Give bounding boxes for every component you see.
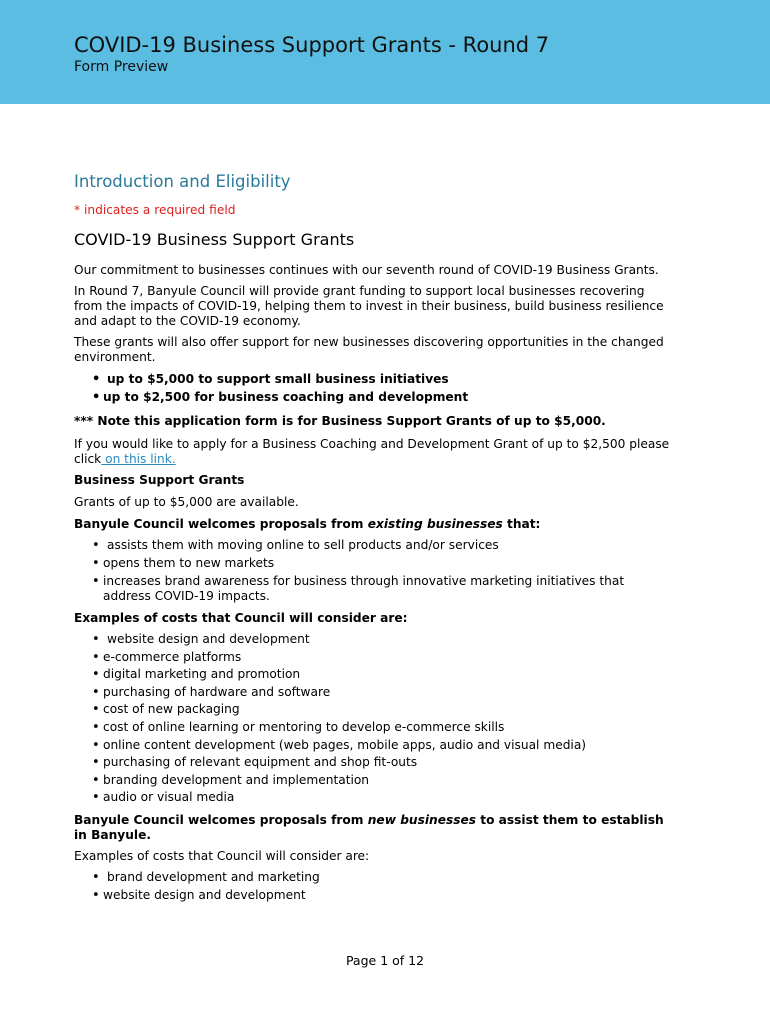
existing-businesses-list: [92, 537, 674, 604]
existing-heading-pre: Banyule Council welcomes proposals from: [74, 517, 368, 531]
list-item: • website design and development: [92, 631, 674, 649]
form-title: COVID-19 Business Support Grants - Round 7: [74, 33, 550, 57]
list-item: • up to $2,500 for business coaching and development: [92, 389, 674, 407]
list-item: • purchasing of relevant equipment and shop fit-outs: [92, 754, 674, 772]
existing-businesses-heading: [74, 517, 674, 532]
new-heading-pre: Banyule Council welcomes proposals from: [74, 812, 368, 827]
list-item: • purchasing of hardware and software: [92, 684, 674, 702]
list-item: • cost of online learning or mentoring to develop e-commerce skills: [92, 719, 674, 737]
grant-amount-list: [92, 371, 674, 406]
header-banner: [0, 0, 770, 104]
required-field-note: * indicates a required field: [74, 203, 236, 217]
page-number: Page 1 of 12: [345, 953, 425, 968]
bsg-heading: Business Support Grants: [74, 473, 245, 487]
new-heading-em: new businesses: [367, 812, 476, 827]
list-item: • up to $5,000 to support small business initiatives: [92, 371, 674, 389]
existing-heading-post: that:: [502, 517, 541, 531]
examples-list: [92, 631, 674, 807]
list-item: • branding development and implementation: [92, 772, 674, 790]
list-item: • audio or visual media: [92, 789, 674, 807]
list-item: • opens them to new markets: [92, 555, 674, 573]
coaching-grant-paragraph: [74, 437, 674, 467]
new-businesses-heading: [74, 813, 674, 843]
section-title: Introduction and Eligibility: [74, 172, 291, 191]
existing-heading-em: existing businesses: [367, 517, 503, 531]
paragraph-new-businesses: These grants will also offer support for new businesses discovering opportunities in the changed environment.: [74, 335, 664, 364]
list-item: • assists them with moving online to sell products and/or services: [92, 537, 674, 555]
list-item: • digital marketing and promotion: [92, 666, 674, 684]
paragraph-round7: In Round 7, Banyule Council will provide grant funding to support local businesses recovering from the impacts of COVID-19, helping them to invest in their business, build business resilience and adapt to the COVID-19 economy.: [74, 284, 664, 328]
form-subtitle: Form Preview: [74, 59, 169, 75]
examples-heading: Examples of costs that Council will consider are:: [74, 611, 408, 625]
bsg-available: Grants of up to $5,000 are available.: [74, 495, 299, 509]
list-item: • brand development and marketing: [92, 869, 674, 887]
new-examples-heading: Examples of costs that Council will consider are:: [74, 848, 370, 863]
coaching-grant-text: If you would like to apply for a Business Coaching and Development Grant of up to $2,500 please click: [74, 437, 670, 466]
section-subheading: COVID-19 Business Support Grants: [74, 230, 355, 249]
list-item: • increases brand awareness for business through innovative marketing initiatives that address COVID-19 impacts.: [92, 574, 674, 604]
coaching-grant-link[interactable]: on this link.: [101, 452, 176, 466]
paragraph-commitment: Our commitment to businesses continues with our seventh round of COVID-19 Business Grants.: [74, 263, 659, 277]
new-businesses-list: [92, 869, 674, 904]
new-heading-post: to assist them to establish in Banyule.: [74, 812, 664, 842]
list-item: • online content development (web pages, mobile apps, audio and visual media): [92, 737, 674, 755]
list-item: • e-commerce platforms: [92, 649, 674, 667]
list-item: • cost of new packaging: [92, 701, 674, 719]
application-note: *** Note this application form is for Business Support Grants of up to $5,000.: [74, 414, 606, 428]
list-item: • website design and development: [92, 887, 674, 905]
form-content: [74, 171, 674, 910]
